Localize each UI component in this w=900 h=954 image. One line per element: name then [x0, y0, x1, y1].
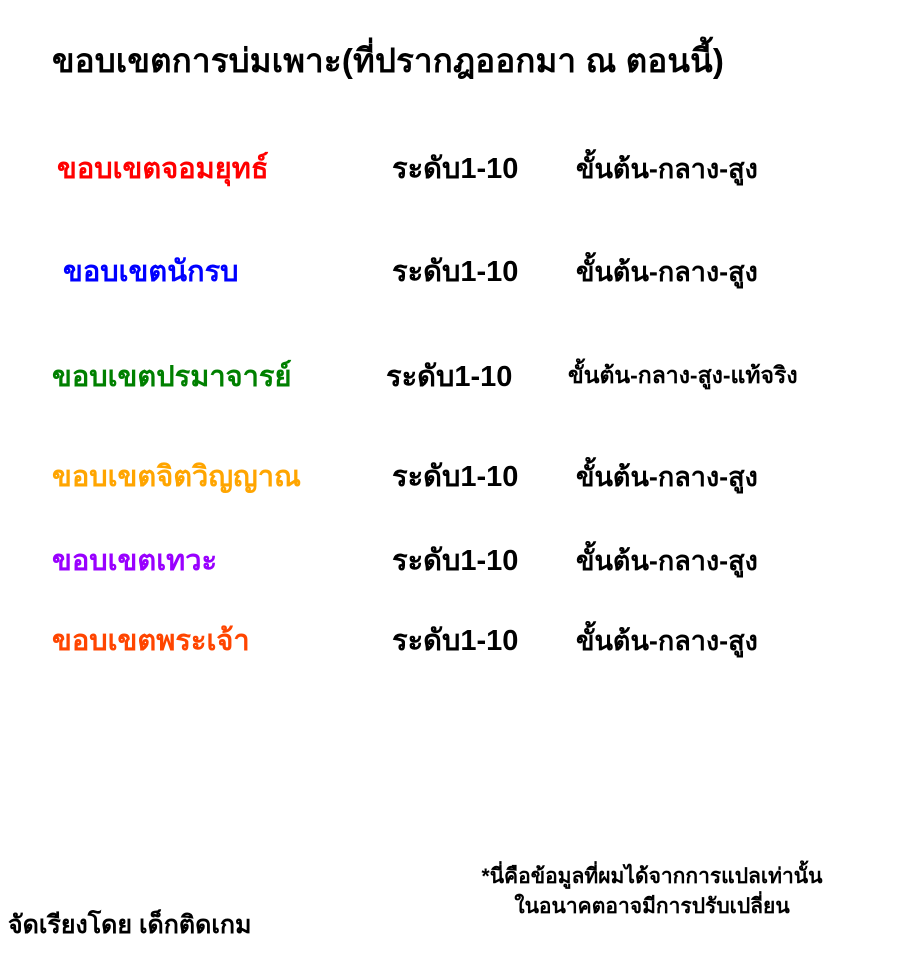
realm-levels: ระดับ1-10: [392, 625, 519, 657]
realm-stages: ขั้นต้น-กลาง-สูง: [576, 153, 758, 184]
realm-stages: ขั้นต้น-กลาง-สูง: [576, 256, 758, 287]
realm-row: [0, 532, 900, 588]
realm-levels: ระดับ1-10: [392, 545, 519, 577]
page-title: ขอบเขตการบ่มเพาะ(ที่ปรากฎออกมา ณ ตอนนี้): [52, 42, 725, 79]
realm-levels: ระดับ1-10: [392, 461, 519, 493]
footnote-line-1: *นี่คือข้อมูลที่ผมได้จากการแปลเท่านั้น: [481, 865, 823, 888]
realm-name: ขอบเขตจิตวิญญาณ: [52, 461, 301, 493]
realm-stages: ขั้นต้น-กลาง-สูง: [576, 461, 758, 492]
realm-stages: ขั้นต้น-กลาง-สูง: [576, 625, 758, 656]
footnote-line-2: ในอนาคตอาจมีการปรับเปลี่ยน: [514, 895, 790, 919]
realm-row: [0, 243, 900, 299]
realm-levels: ระดับ1-10: [386, 361, 513, 393]
realm-row: [0, 448, 900, 504]
realm-name: ขอบเขตเทวะ: [52, 545, 218, 577]
realm-stages: ขั้นต้น-กลาง-สูง-แท้จริง: [568, 362, 798, 388]
realm-stages: ขั้นต้น-กลาง-สูง: [576, 545, 758, 576]
realm-name: ขอบเขตปรมาจารย์: [52, 361, 292, 393]
realm-name: ขอบเขตจอมยุทธ์: [57, 153, 269, 185]
credit-line: จัดเรียงโดย เด็กติดเกม: [8, 911, 252, 939]
realm-row: [0, 140, 900, 196]
realm-name: ขอบเขตพระเจ้า: [52, 625, 250, 657]
realm-levels: ระดับ1-10: [392, 256, 519, 288]
realm-levels: ระดับ1-10: [392, 153, 519, 185]
realm-row: [0, 612, 900, 668]
realm-name: ขอบเขตนักรบ: [63, 256, 239, 288]
realm-row: [0, 348, 900, 404]
footnote: [422, 862, 882, 923]
